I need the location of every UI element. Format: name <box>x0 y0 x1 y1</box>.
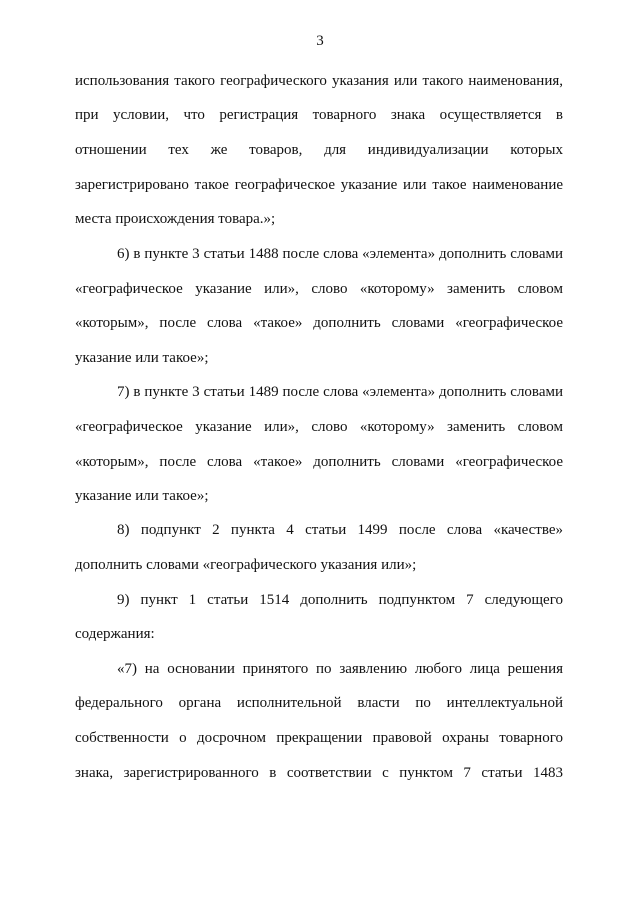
text-line: «которым», после слова «такое» дополнить словами «географическое <box>75 315 563 331</box>
text-line: знака, зарегистрированного в соответствии с пунктом 7 статьи 1483 <box>75 765 563 781</box>
text-line: при условии, что регистрация товарного знака осуществляется в <box>75 107 563 123</box>
text-line: дополнить словами «географического указания или»; <box>75 557 417 573</box>
text-line: места происхождения товара.»; <box>75 211 276 227</box>
text-line: содержания: <box>75 626 155 642</box>
paragraph-first-line: «7) на основании принятого по заявлению любого лица решения <box>117 661 563 677</box>
text-line: «географическое указание или», слово «которому» заменить словом <box>75 419 563 435</box>
text-line: зарегистрировано такое географическое указание или такое наименование <box>75 177 563 193</box>
text-line: использования такого географического указания или такого наименования, <box>75 73 563 89</box>
text-line: указание или такое»; <box>75 350 209 366</box>
text-line: «географическое указание или», слово «которому» заменить словом <box>75 281 563 297</box>
page-number: 3 <box>316 33 324 49</box>
text-line: отношении тех же товаров, для индивидуализации которых <box>75 142 563 158</box>
paragraph-first-line: 8) подпункт 2 пункта 4 статьи 1499 после слова «качестве» <box>117 522 563 538</box>
text-line: федерального органа исполнительной власти по интеллектуальной <box>75 695 563 711</box>
paragraph-first-line: 7) в пункте 3 статьи 1489 после слова «элемента» дополнить словами <box>117 384 563 400</box>
paragraph-first-line: 9) пункт 1 статьи 1514 дополнить подпунктом 7 следующего <box>117 592 563 608</box>
paragraph-first-line: 6) в пункте 3 статьи 1488 после слова «элемента» дополнить словами <box>117 246 563 262</box>
text-line: собственности о досрочном прекращении правовой охраны товарного <box>75 730 563 746</box>
text-line: «которым», после слова «такое» дополнить словами «географическое <box>75 454 563 470</box>
text-line: указание или такое»; <box>75 488 209 504</box>
